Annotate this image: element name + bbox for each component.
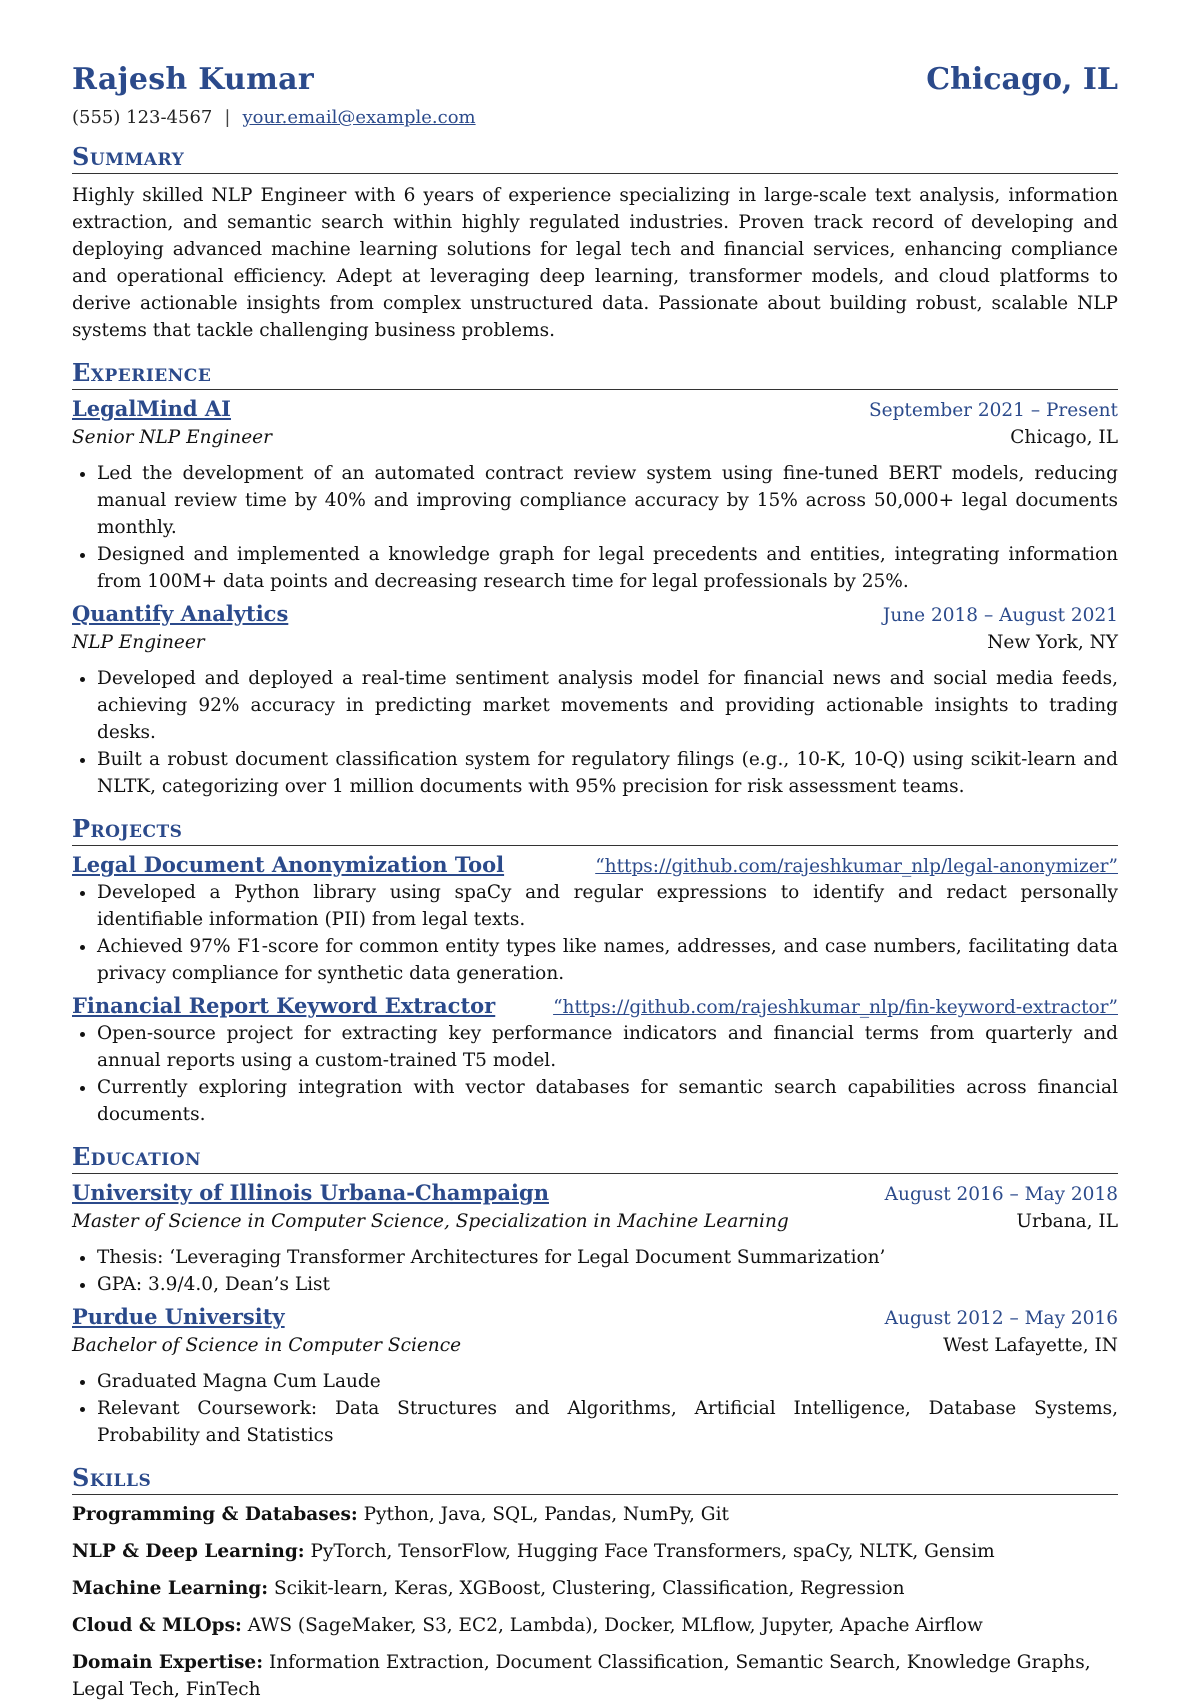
project-repo-link[interactable]: “https://github.com/rajeshkumar_nlp/legal-anonymizer” [595, 856, 1118, 877]
skill-value: Scikit-learn, Keras, XGBoost, Clustering, Classification, Regression [273, 1578, 905, 1599]
degree: Master of Science in Computer Science, Specialization in Machine Learning [72, 1211, 789, 1232]
skill-row [72, 1575, 1118, 1602]
school-location: West Lafayette, IN [943, 1335, 1118, 1356]
school-dates: August 2016 – May 2018 [884, 1184, 1118, 1205]
school-location: Urbana, IL [1016, 1211, 1118, 1232]
header [72, 62, 1118, 97]
skill-value: Information Extraction, Document Classification, Semantic Search, Knowledge Graphs, Legal Tech, FinTech [72, 1652, 1091, 1700]
bullet-item: • Designed and implemented a knowledge graph for legal precedents and entities, integrating information from 100M+ data points and decreasing research time for legal professionals by 25%. [97, 541, 1118, 595]
school-link[interactable]: Purdue University [72, 1304, 285, 1329]
skill-label: Machine Learning: [72, 1578, 269, 1599]
school-link[interactable]: University of Illinois Urbana-Champaign [72, 1180, 549, 1205]
section-title-experience: Experience [72, 358, 1118, 390]
skill-label: Domain Expertise: [72, 1652, 264, 1673]
phone-number: (555) 123-4567 [72, 107, 213, 128]
school-dates: August 2012 – May 2016 [884, 1308, 1118, 1329]
job-location: New York, NY [987, 632, 1118, 653]
bullet-item: • Built a robust document classification system for regulatory filings (e.g., 10-K, 10-Q) using scikit-learn and NLTK, categorizing over 1 million documents with 95% precision for risk assessment teams. [97, 746, 1118, 800]
section-title-projects: Projects [72, 814, 1118, 846]
education-bullets [72, 1368, 1118, 1449]
bullet-item: • Thesis: ‘Leveraging Transformer Architectures for Legal Document Summarization’ [97, 1244, 1118, 1271]
project-entry-keyword-extractor [72, 993, 1118, 1128]
section-title-summary: Summary [72, 142, 1118, 174]
project-bullets [72, 879, 1118, 987]
project-bullets [72, 1020, 1118, 1128]
candidate-location: Chicago, IL [926, 62, 1118, 97]
job-dates: September 2021 – Present [868, 400, 1118, 421]
section-title-education: Education [72, 1142, 1118, 1174]
education-entry-uiuc [72, 1180, 1118, 1298]
skill-value: Python, Java, SQL, Pandas, NumPy, Git [363, 1504, 729, 1525]
skill-value: PyTorch, TensorFlow, Hugging Face Transformers, spaCy, NLTK, Gensim [310, 1541, 995, 1562]
bullet-item: • Developed and deployed a real-time sentiment analysis model for financial news and social media feeds, achieving 92% accuracy in predicting market movements and providing actionable insights to trading desks. [97, 665, 1118, 746]
job-role: Senior NLP Engineer [72, 427, 272, 448]
bullet-item: • GPA: 3.9/4.0, Dean’s List [97, 1271, 1118, 1298]
skill-label: Programming & Databases: [72, 1504, 358, 1525]
job-bullets [72, 460, 1118, 595]
bullet-item: • Currently exploring integration with vector databases for semantic search capabilities across financial documents. [97, 1074, 1118, 1128]
contact-separator: | [224, 107, 231, 128]
bullet-item: • Achieved 97% F1-score for common entity types like names, addresses, and case numbers, facilitating data privacy compliance for synthetic data generation. [97, 933, 1118, 987]
skill-label: Cloud & MLOps: [72, 1615, 242, 1636]
skill-label: NLP & Deep Learning: [72, 1541, 305, 1562]
skill-row [72, 1501, 1118, 1528]
candidate-name: Rajesh Kumar [72, 62, 314, 97]
section-title-skills: Skills [72, 1463, 1118, 1495]
skill-row [72, 1612, 1118, 1639]
skill-row [72, 1649, 1118, 1703]
bullet-item: • Led the development of an automated contract review system using fine-tuned BERT models, reducing manual review time by 40% and improving compliance accuracy by 15% across 50,000+ legal documents monthly. [97, 460, 1118, 541]
project-entry-anonymizer [72, 852, 1118, 987]
job-location: Chicago, IL [1010, 427, 1118, 448]
job-bullets [72, 665, 1118, 800]
bullet-item: • Developed a Python library using spaCy and regular expressions to identify and redact personally identifiable information (PII) from legal texts. [97, 879, 1118, 933]
experience-entry-legalmind [72, 396, 1118, 595]
bullet-item: • Graduated Magna Cum Laude [97, 1368, 1118, 1395]
contact-line [72, 107, 1118, 128]
company-link[interactable]: Quantify Analytics [72, 601, 289, 626]
company-link[interactable]: LegalMind AI [72, 396, 231, 421]
bullet-item: • Relevant Coursework: Data Structures and Algorithms, Artificial Intelligence, Database Systems, Probability and Statistics [97, 1395, 1118, 1449]
skill-value: AWS (SageMaker, S3, EC2, Lambda), Docker, MLflow, Jupyter, Apache Airflow [247, 1615, 983, 1636]
email-link[interactable]: your.email@example.com [242, 107, 476, 128]
experience-entry-quantify [72, 601, 1118, 800]
education-entry-purdue [72, 1304, 1118, 1449]
skill-row [72, 1538, 1118, 1565]
project-repo-link[interactable]: “https://github.com/rajeshkumar_nlp/fin-keyword-extractor” [553, 997, 1118, 1018]
degree: Bachelor of Science in Computer Science [72, 1335, 462, 1356]
education-bullets [72, 1244, 1118, 1298]
project-title-link[interactable]: Financial Report Keyword Extractor [72, 993, 496, 1018]
project-title-link[interactable]: Legal Document Anonymization Tool [72, 852, 505, 877]
bullet-item: • Open-source project for extracting key performance indicators and financial terms from quarterly and annual reports using a custom-trained T5 model. [97, 1020, 1118, 1074]
job-role: NLP Engineer [72, 632, 205, 653]
summary-text: Highly skilled NLP Engineer with 6 years of experience specializing in large-scale text analysis, information extraction, and semantic search within highly regulated industries. Proven track record of developing and deploying advanced machine learning solutions for legal tech and financial services, enhancing compliance and operational efficiency. Adept at leveraging deep learning, transformer models, and cloud platforms to derive actionable insights from complex unstructured data. Passionate about building robust, scalable NLP systems that tackle challenging business problems. [72, 185, 1118, 341]
job-dates: June 2018 – August 2021 [882, 605, 1118, 626]
skills-list [72, 1501, 1118, 1703]
